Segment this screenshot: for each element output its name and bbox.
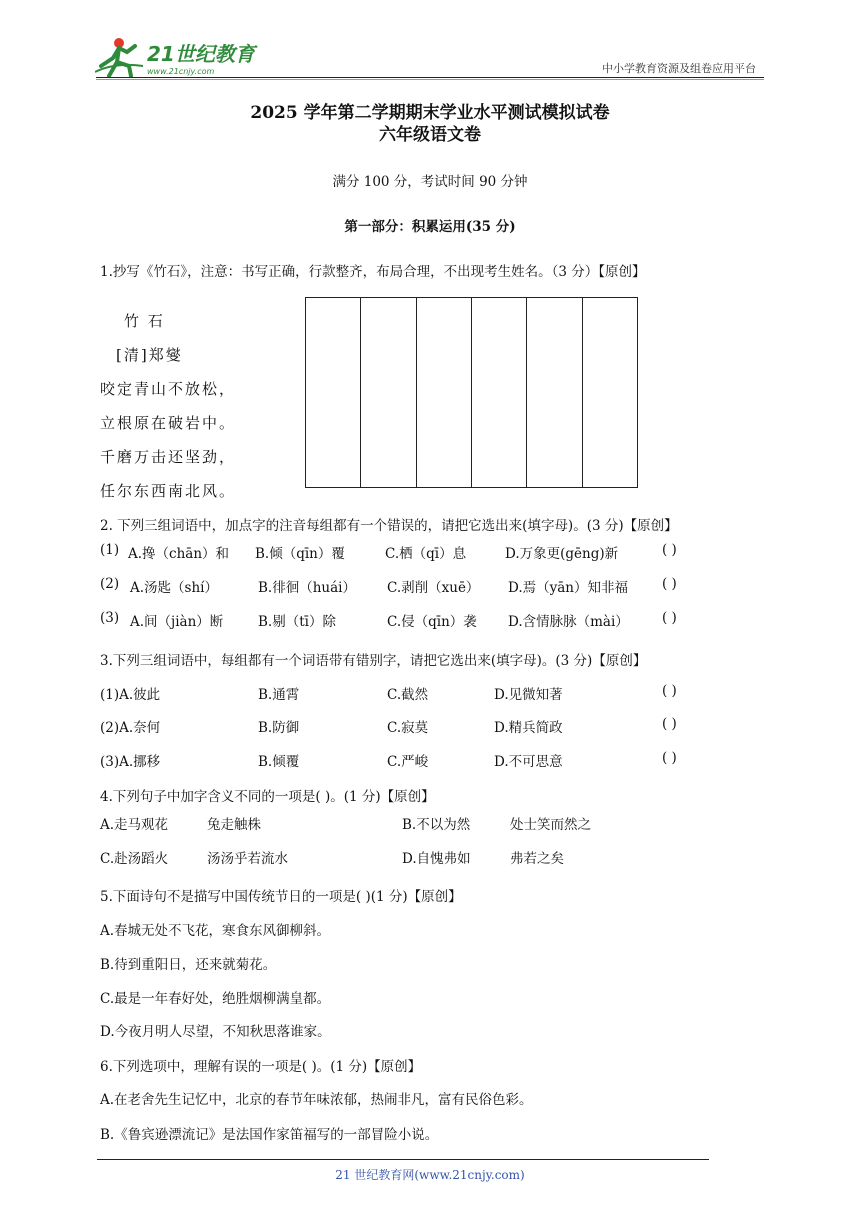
poem-title: 竹 石	[124, 312, 165, 330]
option-a: A.走马观花	[100, 817, 169, 833]
q5-stem: 5.下面诗句不是描写中国传统节日的一项是( )(1 分)【原创】	[100, 889, 462, 905]
answer-blank[interactable]: ( )	[662, 716, 677, 732]
runner-icon	[95, 38, 143, 76]
logo-text: 21世纪教育	[147, 42, 255, 66]
option-a: A.在老舍先生记忆中，北京的春节年味浓郁，热闹非凡，富有民俗色彩。	[100, 1092, 533, 1108]
option-d-pair: 弗若之矣	[510, 851, 564, 867]
answer-blank[interactable]: ( )	[662, 542, 677, 558]
header-divider	[96, 77, 764, 78]
option-d: D.见微知著	[494, 687, 563, 703]
logo-url: www.21cnjy.com	[147, 67, 215, 76]
option-a: A.汤匙（shí）	[130, 580, 218, 596]
row-number: (3)	[100, 610, 120, 626]
option-b: B.《鲁宾逊漂流记》是法国作家笛福写的一部冒险小说。	[100, 1127, 439, 1143]
option-d: D.自愧弗如	[402, 851, 471, 867]
poem-author: [清]郑燮	[116, 346, 183, 364]
option-d: D.精兵简政	[494, 720, 563, 736]
option-b: B.防御	[258, 720, 300, 736]
option-c: C.严峻	[387, 754, 429, 770]
option-a: (3)A.挪移	[100, 754, 161, 770]
grid-column[interactable]	[306, 298, 361, 487]
option-d: D.今夜月明人尽望，不知秋思落谁家。	[100, 1024, 331, 1040]
grid-column[interactable]	[527, 298, 582, 487]
option-d: D.含情脉脉（mài）	[508, 614, 629, 630]
option-c-pair: 汤汤乎若流水	[207, 851, 288, 867]
option-c: C.侵（qīn）袭	[387, 614, 477, 630]
q3-row	[100, 750, 760, 770]
option-b: B.通霄	[258, 687, 300, 703]
option-a: A.间（jiàn）断	[130, 614, 224, 630]
option-a: A.搀（chān）和	[128, 546, 230, 562]
option-c: C.截然	[387, 687, 429, 703]
answer-blank[interactable]: ( )	[662, 576, 677, 592]
option-b: B.待到重阳日，还来就菊花。	[100, 957, 277, 973]
q4-stem: 4.下列句子中加字含义不同的一项是( )。(1 分)【原创】	[100, 789, 435, 805]
q4-row	[100, 813, 760, 833]
option-b-pair: 处士笑而然之	[510, 817, 591, 833]
exam-title: 2025 学年第二学期期末学业水平测试模拟试卷	[250, 103, 610, 123]
q4-row	[100, 847, 760, 867]
row-number: (2)	[100, 576, 120, 592]
option-c: C.最是一年春好处，绝胜烟柳满皇都。	[100, 991, 331, 1007]
site-logo	[95, 36, 265, 80]
option-b: B.倾覆	[258, 754, 300, 770]
option-b: B.徘徊（huái）	[258, 580, 356, 596]
grid-column[interactable]	[583, 298, 637, 487]
option-c: C.剥削（xuē）	[387, 580, 480, 596]
option-c: C.栖（qī）息	[385, 546, 467, 562]
exam-subtitle: 六年级语文卷	[379, 125, 481, 145]
grid-column[interactable]	[472, 298, 527, 487]
q3-row	[100, 683, 760, 703]
footer-link[interactable]: 21 世纪教育网(www.21cnjy.com)	[335, 1168, 525, 1182]
part1-heading: 第一部分：积累运用(35 分)	[344, 219, 516, 235]
option-c: C.寂莫	[387, 720, 429, 736]
poem-line: 任尔东西南北风。	[100, 482, 237, 500]
q3-stem: 3.下列三组词语中，每组都有一个词语带有错别字，请把它选出来(填字母)。(3 分)【原创】	[100, 653, 647, 669]
q6-stem: 6.下列选项中，理解有误的一项是( )。(1 分)【原创】	[100, 1059, 422, 1075]
q2-row	[100, 576, 760, 596]
option-a: A.春城无处不飞花，寒食东风御柳斜。	[100, 923, 331, 939]
footer-divider	[97, 1159, 709, 1160]
option-d: D.不可思意	[494, 754, 563, 770]
option-b: B.倾（qīn）覆	[255, 546, 345, 562]
poem-line: 立根原在破岩中。	[100, 414, 237, 432]
header-divider-thin	[96, 79, 764, 80]
option-a-pair: 兔走触株	[207, 817, 261, 833]
answer-blank[interactable]: ( )	[662, 683, 677, 699]
grid-column[interactable]	[417, 298, 472, 487]
exam-info: 满分 100 分，考试时间 90 分钟	[332, 174, 528, 190]
site-tagline: 中小学教育资源及组卷应用平台	[602, 62, 756, 75]
row-number: (1)	[100, 542, 120, 558]
q2-stem: 2. 下列三组词语中，加点字的注音每组都有一个错误的，请把它选出来(填字母)。(3 分)【原创】	[100, 518, 678, 534]
answer-blank[interactable]: ( )	[662, 750, 677, 766]
q3-row	[100, 716, 760, 736]
grid-column[interactable]	[361, 298, 416, 487]
option-b: B.不以为然	[402, 817, 471, 833]
copy-writing-grid[interactable]	[305, 297, 638, 488]
poem-line: 咬定青山不放松，	[100, 380, 237, 398]
q2-row	[100, 610, 760, 630]
option-d: D.焉（yān）知非福	[508, 580, 629, 596]
option-d: D.万象更(gēng)新	[505, 546, 619, 562]
option-c: C.赴汤蹈火	[100, 851, 169, 867]
option-b: B.剔（tī）除	[258, 614, 336, 630]
option-a: (1)A.彼此	[100, 687, 161, 703]
option-a: (2)A.奈何	[100, 720, 161, 736]
poem-line: 千磨万击还坚劲，	[100, 448, 237, 466]
answer-blank[interactable]: ( )	[662, 610, 677, 626]
q2-row	[100, 542, 760, 562]
q1-stem: 1.抄写《竹石》，注意：书写正确，行款整齐，布局合理，不出现考生姓名。（3 分）【原创】	[100, 264, 646, 280]
